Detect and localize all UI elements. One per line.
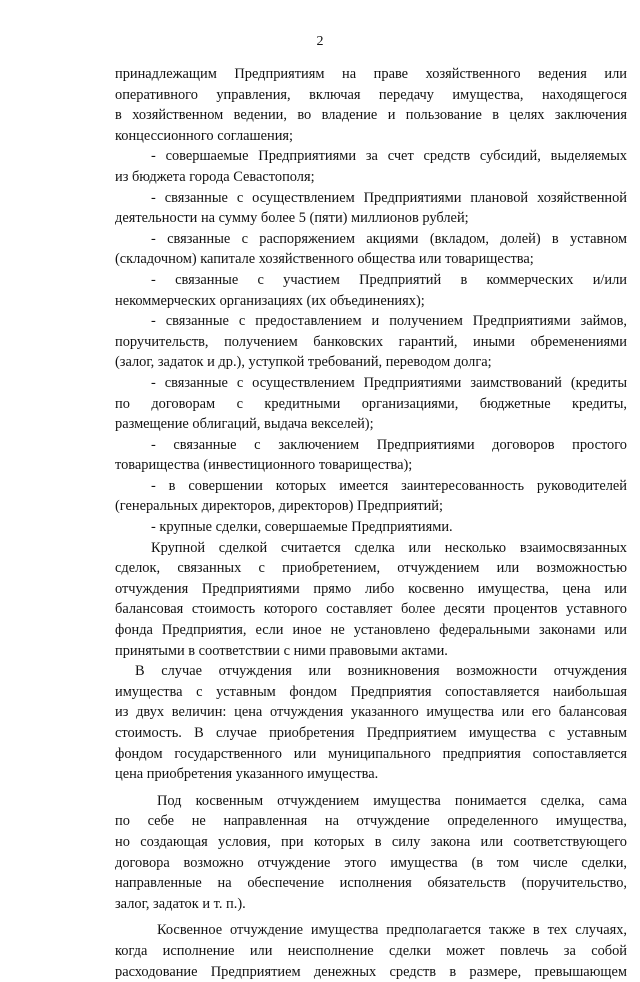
text-line: балансовая стоимость которого составляет более десяти процентов уставного [115, 601, 627, 618]
text-line: - связанные с осуществлением Предприятиями заимствований (кредиты [151, 374, 627, 391]
text-line: направленные на обеспечение исполнения обязательств (поручительство, [115, 875, 627, 892]
text-line: товарищества (инвестиционного товарищества); [115, 457, 413, 474]
text-line: оперативного управления, включая передачу имущества, находящегося [115, 86, 627, 103]
text-line: из двух величин: цена отчуждения указанного имущества или его балансовая [115, 704, 627, 721]
text-line: расходование Предприятием денежных средств в размере, превышающем [115, 963, 627, 980]
text-line: некоммерческих организациях (их объединениях); [115, 292, 425, 309]
text-line: - в совершении которых имеется заинтересованность руководителей [151, 477, 627, 494]
text-line: принадлежащим Предприятиям на праве хозяйственного ведения или [115, 66, 627, 82]
text-line: в хозяйственном ведении, во владение и пользование в целях заключения [115, 107, 627, 124]
text-line: фондом государственного или муниципального предприятия сопоставляется [115, 745, 627, 762]
text-line: поручительств, получением банковских гарантий, иными обременениями [115, 333, 627, 350]
text-line: - связанные с участием Предприятий в коммерческих и/или [151, 271, 627, 288]
text-line: - связанные с осуществлением Предприятиями плановой хозяйственной [151, 189, 627, 206]
text-line: Косвенное отчуждение имущества предполагается также в тех случаях, [157, 922, 627, 939]
text-line: фонда Предприятия, если иное не установлено федеральными законами или [115, 622, 627, 639]
text-line: имущества с уставным фондом Предприятия сопоставляется наибольшая [115, 683, 627, 700]
text-line: стоимость. В случае приобретения Предприятием имущества с уставным [115, 725, 627, 741]
text-line: отчуждения Предприятиями прямо либо косвенно имущества, цена или [115, 580, 627, 597]
text-line: договора возможно отчуждение этого имущества (в том числе сделки, [115, 854, 627, 871]
text-line: сделок, связанных с приобретением, отчуждением или возможностью [115, 560, 627, 577]
text-line: - связанные с предоставлением и получением Предприятиями займов, [151, 313, 627, 330]
document-body [115, 64, 627, 982]
text-line: В случае отчуждения или возникновения возможности отчуждения [135, 663, 627, 680]
text-line: (залог, задаток и др.), уступкой требований, переводом долга; [115, 354, 492, 371]
text-line: из бюджета города Севастополя; [115, 168, 315, 185]
text-line: по договорам с кредитными организациями, бюджетные кредиты, [115, 395, 627, 412]
text-line: по себе не направленная на отчуждение определенного имущества, [115, 813, 627, 830]
text-line: - связанные с распоряжением акциями (вкладом, долей) в уставном [151, 230, 627, 247]
text-line: - крупные сделки, совершаемые Предприятиями. [151, 519, 453, 536]
text-line: залог, задаток и т. п.). [115, 895, 246, 912]
text-line: когда исполнение или неисполнение сделки может повлечь за собой [115, 942, 627, 959]
text-line: Под косвенным отчуждением имущества понимается сделка, сама [157, 792, 627, 809]
text-line: (генеральных директоров, директоров) Предприятий; [115, 498, 443, 515]
text-line: - связанные с заключением Предприятиями договоров простого [151, 436, 627, 453]
text-line: Крупной сделкой считается сделка или несколько взаимосвязанных [151, 539, 627, 556]
text-line: но создающая условия, при которых в силу закона или соответствующего [115, 833, 627, 850]
text-line: концессионного соглашения; [115, 127, 294, 144]
text-line: принятыми в соответствии с ними правовыми актами. [115, 642, 448, 659]
text-line: деятельности на сумму более 5 (пяти) миллионов рублей; [115, 210, 469, 227]
text-line: (складочном) капитале хозяйственного общества или товарищества; [115, 251, 534, 268]
text-line: цена приобретения указанного имущества. [115, 766, 379, 783]
page-number: 2 [316, 34, 324, 49]
text-line: размещение облигаций, выдача векселей); [115, 416, 374, 433]
text-line: - совершаемые Предприятиями за счет средств субсидий, выделяемых [151, 148, 627, 165]
